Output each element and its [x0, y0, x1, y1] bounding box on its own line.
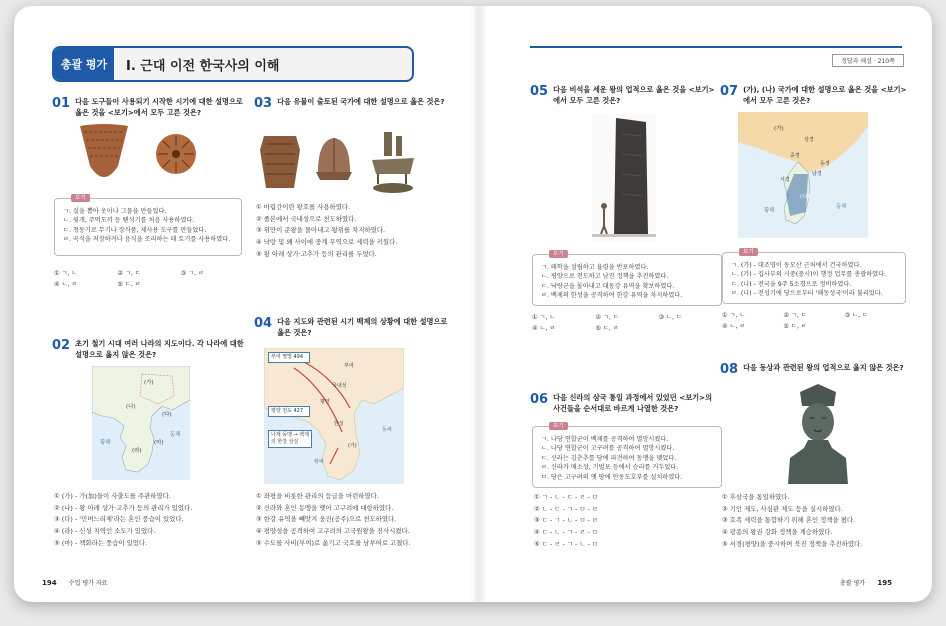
map-label: 동해	[382, 427, 392, 433]
map-label: (나)	[800, 194, 810, 200]
map-label: 동해	[170, 432, 181, 438]
right-page-rule	[530, 46, 902, 48]
section-header	[52, 46, 414, 82]
map-label: 황해	[314, 459, 324, 465]
map-label: 동해	[836, 204, 847, 210]
bogi-item: ㅁ. 당은 고구려의 옛 땅에 안동도호부를 설치하였다.	[541, 473, 683, 481]
option[interactable]: ③ ㄴ, ㄷ	[658, 314, 683, 321]
pottery-image	[78, 122, 130, 186]
map-label: (가)	[348, 443, 357, 449]
option[interactable]: ② (나) - 왕 아래 상가·고추가 등의 관리가 있었다.	[54, 503, 193, 512]
map-label: (마)	[154, 440, 164, 446]
question-05	[530, 84, 720, 106]
option[interactable]: ① 후삼국을 통일하였다.	[722, 493, 790, 501]
option[interactable]: ⑤ (마) - 책화라는 풍습이 있었다.	[54, 538, 148, 547]
option[interactable]: ① ㄱ, ㄴ	[532, 314, 556, 321]
option[interactable]: ⑤ ㄷ, ㄹ	[595, 325, 619, 332]
q04-options	[256, 491, 456, 550]
q07-map	[738, 112, 868, 238]
question-text: (가), (나) 국가에 대한 설명으로 옳은 것을 <보기>에서 모두 고른 것은?	[743, 85, 907, 105]
q02-options	[54, 491, 254, 550]
option[interactable]: ② ㄴ - ㄷ - ㄱ - ㅁ - ㄹ	[534, 504, 599, 513]
option[interactable]: ④ 낙랑 및 왜 사이에 중계 무역으로 세력을 키웠다.	[256, 238, 398, 247]
bogi-label: 보기	[739, 248, 758, 256]
option[interactable]: ③ 호족 세력을 통합하기 위해 혼인 정책을 폈다.	[722, 516, 856, 525]
option[interactable]: ④ ㄴ, ㄹ	[532, 325, 556, 332]
map-callout: 나제 동맹 → 백제의 한강 상실	[268, 430, 312, 448]
footer-label: 수업 평가 자료	[68, 580, 108, 587]
bogi-item: ㄱ. (가) - 대조영이 동모산 근처에서 건국하였다.	[731, 262, 862, 269]
option[interactable]: ④ ㄴ, ㄹ	[54, 281, 78, 288]
section-tag: 총괄 평가	[54, 48, 114, 80]
question-text: 다음 유물이 출토된 국가에 대한 설명으로 옳은 것은?	[277, 97, 445, 106]
question-number: 04	[254, 316, 273, 331]
question-text: 초기 철기 시대 여러 나라의 지도이다. 각 나라에 대한 설명으로 옳지 않은 것은?	[75, 339, 244, 359]
q06-bogi-box	[532, 423, 722, 488]
bogi-item: ㄱ. 나당 연합군이 백제를 공격하여 멸망시켰다.	[541, 436, 669, 443]
map-label: (가)	[144, 380, 154, 386]
question-text: 다음 비석을 세운 왕의 업적으로 옳은 것을 <보기>에서 모두 고른 것은?	[553, 85, 715, 105]
map-label: 부여	[344, 363, 354, 369]
answer-reference-tag: 정답과 해설 · 210쪽	[832, 54, 904, 67]
map-label: 국내성	[332, 383, 347, 389]
footer-right	[840, 578, 892, 587]
q08-options	[722, 492, 912, 551]
option[interactable]: ② 졸본에서 국내성으로 천도하였다.	[256, 214, 357, 223]
option[interactable]: ⑤ ㄷ, ㄹ	[117, 281, 141, 288]
question-number: 08	[720, 362, 739, 377]
option[interactable]: ① ㄱ, ㄴ	[722, 312, 746, 319]
option[interactable]: ② ㄱ, ㄷ	[117, 270, 141, 277]
option[interactable]: ③ ㄱ, ㄹ	[180, 270, 205, 277]
option[interactable]: ② 신라와 혼인 동맹을 맺어 고구려에 대항하였다.	[256, 503, 394, 512]
option[interactable]: ③ (다) - '민며느리제'라는 혼인 풍습이 있었다.	[54, 515, 184, 524]
spindle-whorl-image	[154, 132, 198, 176]
map-label: 상경	[804, 137, 814, 143]
q06-options	[534, 492, 724, 551]
bogi-item: ㄹ. (나) - 전성기에 당으로부터 '해동성국'이라 불리었다.	[731, 290, 883, 298]
q05-bogi-box	[532, 251, 722, 306]
map-label: 평양	[320, 399, 330, 405]
option[interactable]: ④ ㄴ, ㄹ	[722, 323, 746, 330]
bogi-item: ㄷ. 신라는 김춘추를 당에 파견하여 동맹을 맺었다.	[541, 454, 677, 462]
option[interactable]: ③ 위만이 준왕을 몰아내고 왕위를 차지하였다.	[256, 226, 386, 235]
bogi-item: ㄴ. (가) - 집사부의 시중(중시)이 행정 업무를 총괄하였다.	[731, 271, 887, 279]
option[interactable]: ④ (라) - 신성 지역인 소도가 있었다.	[54, 527, 156, 536]
map-label: 서경	[780, 177, 790, 183]
map-label: 황해	[764, 208, 775, 214]
question-03	[254, 96, 454, 111]
bogi-item: ㄴ. 뒷개, 주먹도끼 등 뗀석기를 처음 사용하였다.	[63, 217, 195, 225]
question-01	[52, 96, 244, 118]
question-number: 05	[530, 84, 549, 99]
question-text: 다음 도구들이 사용되기 시작한 시기에 대한 설명으로 옳은 것을 <보기>에서 모두 고른 것은?	[75, 97, 243, 117]
map-label: 중경	[790, 153, 800, 159]
map-label: 황해	[100, 440, 111, 446]
map-callout: 평양 천도 427	[268, 406, 310, 417]
q05-options	[532, 312, 722, 334]
bronze-statue-image	[784, 384, 852, 484]
q07-options	[722, 310, 906, 332]
bogi-item: ㄹ. 백제의 한성을 공격하여 한강 유역을 차지하였다.	[541, 292, 683, 300]
page-number: 195	[877, 579, 892, 587]
question-number: 07	[720, 84, 739, 99]
map-label: (다)	[162, 412, 172, 418]
option[interactable]: ⑤ ㄷ - ㄹ - ㄱ - ㄴ - ㅁ	[534, 539, 599, 548]
horse-rider-pottery-image	[366, 130, 420, 196]
footer-left	[42, 578, 107, 587]
option[interactable]: ④ 평양성을 공격하여 고구려의 고국원왕을 전사시켰다.	[256, 527, 410, 536]
option[interactable]: ⑤ 왕 아래 상가·고추가 등의 관리를 두었다.	[256, 249, 377, 258]
map-callout: 부여 멸망 494	[268, 352, 310, 363]
option[interactable]: ① (가) - 가(加)들이 사출도를 주관하였다.	[54, 492, 171, 500]
option[interactable]: ② 기인 제도, 사심관 제도 등을 실시하였다.	[722, 504, 843, 513]
page-gutter	[470, 6, 488, 602]
page-number: 194	[42, 579, 57, 587]
option[interactable]: ③ ㄷ - ㄱ - ㄴ - ㅁ - ㄹ	[534, 516, 599, 525]
map-label: (가)	[774, 126, 784, 132]
question-text: 다음 신라의 삼국 통일 과정에서 있었던 <보기>의 사건들을 순서대로 바르게 나열한 것은?	[553, 393, 713, 413]
q01-options	[54, 268, 244, 290]
bogi-item: ㄴ. 나당 연합군이 고구려를 공격하여 멸망시켰다.	[541, 445, 675, 453]
map-label: (나)	[126, 404, 136, 410]
textbook-spread	[14, 6, 932, 602]
question-06	[530, 392, 720, 414]
option[interactable]: ② ㄱ, ㄷ	[595, 314, 619, 321]
bogi-item: ㄷ. 청동기로 무기나 장식품, 제사용 도구를 만들었다.	[63, 226, 207, 234]
bogi-item: ㄷ. 낙랑군을 몰아내고 대동강 유역을 확보하였다.	[541, 282, 675, 290]
option[interactable]: ⑤ 수도를 사비(부여)로 옮기고 국호를 남부여로 고쳤다.	[256, 538, 411, 547]
question-number: 06	[530, 392, 549, 407]
option[interactable]: ① 좌평을 비롯한 관리의 등급을 마련하였다.	[256, 492, 379, 500]
bogi-label: 보기	[71, 194, 90, 202]
option[interactable]: ① ㄱ - ㄴ - ㄷ - ㄹ - ㅁ	[534, 493, 599, 501]
question-07	[720, 84, 910, 106]
option[interactable]: ③ ㄴ, ㄷ	[844, 312, 869, 319]
bogi-item: ㄹ. 곡식을 저장하거나 음식을 조리하는 데 토기를 사용하였다.	[63, 236, 231, 244]
bogi-label: 보기	[549, 422, 568, 430]
bogi-item: ㄴ. 평양으로 천도하고 남진 정책을 추진하였다.	[541, 273, 669, 281]
option[interactable]: ① 마립간이란 왕호를 사용하였다.	[256, 203, 351, 211]
option[interactable]: ⑤ ㄷ, ㄹ	[783, 323, 807, 330]
question-text: 다음 동상과 관련된 왕의 업적으로 옳지 않은 것은?	[743, 363, 904, 372]
bogi-item: ㄷ. (나) - 전국을 9주 5소경으로 정비하였다.	[731, 280, 852, 288]
section-title: I. 근대 이전 한국사의 이해	[126, 58, 280, 74]
question-02	[52, 338, 244, 360]
option[interactable]: ② ㄱ, ㄷ	[783, 312, 807, 319]
option[interactable]: ① ㄱ, ㄴ	[54, 270, 78, 277]
question-04	[254, 316, 454, 338]
footer-label: 총괄 평가	[840, 580, 866, 587]
option[interactable]: ④ ㄷ - ㄴ - ㄱ - ㄹ - ㅁ	[534, 528, 599, 537]
stele-image	[592, 114, 656, 242]
bogi-item: ㄹ. 신라가 매소성, 기벌포 등에서 승리를 거두었다.	[541, 464, 679, 472]
bogi-item: ㄱ. 실을 뽑아 옷이나 그물을 만들었다.	[63, 208, 167, 215]
armor-image	[258, 130, 302, 192]
option[interactable]: ④ 광종의 왕권 강화 정책을 계승하였다.	[722, 528, 833, 537]
question-number: 03	[254, 96, 273, 111]
question-number: 01	[52, 96, 71, 111]
bogi-label: 보기	[549, 250, 568, 258]
bogi-item: ㄱ. 태학을 설립하고 율령을 반포하였다.	[541, 264, 649, 271]
option[interactable]: ⑤ 서경(평양)을 중시하며 북진 정책을 추진하였다.	[722, 539, 863, 548]
helmet-image	[314, 136, 354, 182]
option[interactable]: ③ 한강 유역을 빼앗겨 웅진(공주)으로 천도하였다.	[256, 515, 397, 524]
question-08	[720, 362, 910, 377]
map-label: 동경	[820, 161, 830, 167]
q07-bogi-box	[722, 249, 906, 304]
question-text: 다음 지도와 관련된 시기 백제의 상황에 대한 설명으로 옳은 것은?	[277, 317, 448, 337]
map-label: (라)	[132, 448, 142, 454]
map-label: 남경	[812, 171, 822, 177]
map-label: 한성	[334, 421, 344, 427]
q01-bogi-box	[54, 195, 242, 256]
question-number: 02	[52, 338, 71, 353]
q03-options	[256, 202, 456, 261]
q02-map	[92, 366, 190, 480]
